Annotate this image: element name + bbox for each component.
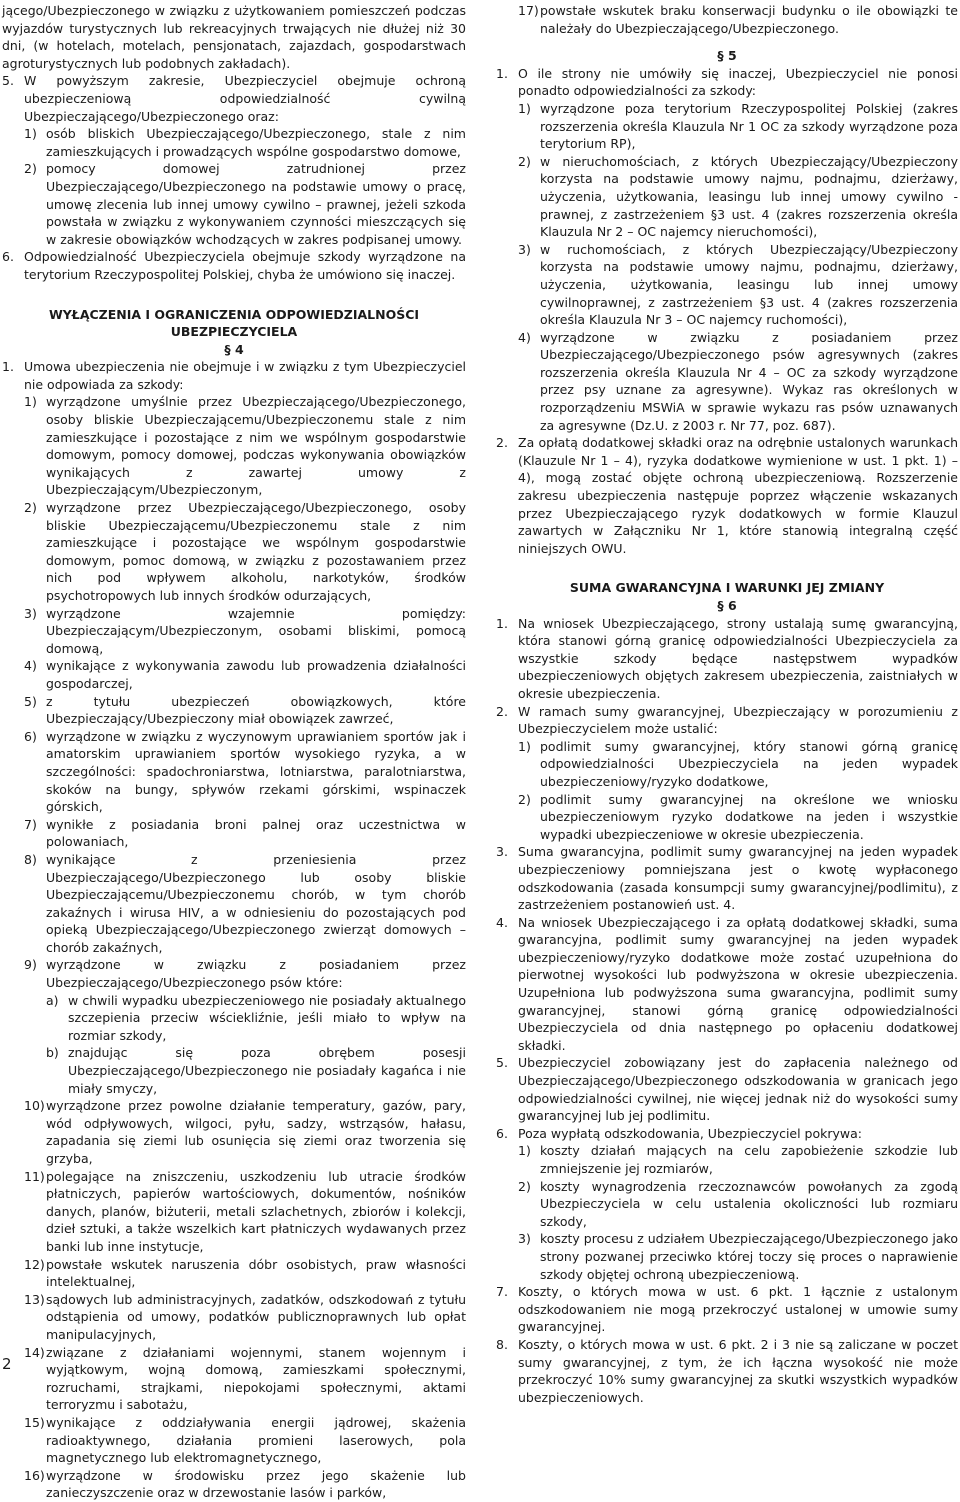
list-item (496, 434, 958, 557)
sub-item (24, 1168, 466, 1256)
list-number: 2. (496, 703, 508, 719)
sub-text: z tytułu ubezpieczeń obowiązkowych, które Ubezpieczający/Ubezpieczony miał obowiązek zawrzeć, (46, 693, 466, 727)
sub-text: wynikłe z posiadania broni palnej oraz uczestnictwa w polowaniach, (46, 816, 466, 850)
sublist (496, 100, 958, 434)
sub-item (518, 2, 958, 37)
sub-text: wyrządzone wzajemnie pomiędzy: Ubezpieczającym/Ubezpieczonym, osobami bliskimi, pomocą domową, (46, 605, 466, 656)
sublist (2, 125, 466, 248)
list-number: 1. (496, 615, 508, 631)
sub-item (518, 153, 958, 241)
sub-item (24, 499, 466, 605)
sub-item (518, 1142, 958, 1177)
sub-number: 9) (24, 957, 37, 973)
paragraph-sign-5: § 5 (717, 48, 737, 64)
list-item (496, 1336, 958, 1406)
list-item-1 (2, 358, 466, 393)
sub-number: 1) (518, 1143, 531, 1159)
list-text: Na wniosek Ubezpieczającego i za opłatą dodatkowej składki, suma gwarancyjna, podlimit sumy gwarancyjnej na jeden wypadek ubezpieczeniowy/ryzyko dodatkowe może zostać uzupełniona do pierwotnej wysokości lub podwyższona w okresie ubezpieczenia. Uzupełniona lub podwyższona suma gwarancyjna, podlimit sumy gwarancyjnej, stanowi górną granicę odpowiedzialności Ubezpieczyciela od dnia następnego po opłaceniu dodatkowej składki. (518, 914, 958, 1053)
sub-sublist (24, 992, 466, 1098)
sub-item (24, 816, 466, 851)
sub-item (24, 393, 466, 499)
sub-text: podlimit sumy gwarancyjnej, który stanowi górną granicę odpowiedzialności Ubezpieczyciela na jeden wypadek ubezpieczeniowy/ryzyko dodatkowe, (540, 738, 958, 789)
sub-number: 11) (24, 1168, 45, 1184)
list-number: 1. (2, 359, 14, 375)
sub-text: wyrządzone przez powolne działanie temperatury, gazów, pary, wód odpływowych, wilgoci, pyłu, sadzy, wstrząsów, hałasu, zapadania się ziemi lub osunięcia się ziemi oraz tworzenia się grzyba, (46, 1098, 466, 1166)
sub-number: 1) (24, 394, 37, 410)
sub-text: pomocy domowej zatrudnionej przez Ubezpieczającego/Ubezpieczonego na podstawie umowy o pracę, umowę zlecenia lub innej umowy cywilno – prawnej, jeżeli szkoda powstała w związku z wykonywaniem czynności mieszczących się w zakresie obowiązków wchodzących w zakres podpisanej umowy. (46, 161, 466, 247)
list-item (496, 703, 958, 738)
sub-item (24, 160, 466, 248)
list-text: Ubezpieczyciel zobowiązany jest do zapłacenia należnego od Ubezpieczającego/Ubezpieczonego odszkodowania w granicach jego odpowiedzialności cywilnej, nie więcej jednak niż do wysokości sumy gwarancyjnej lub jej podlimitu. (518, 1055, 958, 1124)
list-text: Koszty, o których mowa w ust. 6 pkt. 1 łącznie z ustalonym odszkodowaniem nie mogą przekroczyć ustalonej w umowie sumy gwarancyjnej. (518, 1284, 958, 1335)
sub-text: wynikające z przeniesienia przez Ubezpieczającego/Ubezpieczonego lub osoby bliskie Ubezpieczającemu/Ubezpieczonemu chorób, w tym chorób zakaźnych i wirusa HIV, a w odniesieniu do pozostających pod opieką Ubezpieczającego/Ubezpieczonego zwierząt domowych – chorób zakaźnych, (46, 851, 466, 955)
sub-text: w nieruchomościach, z których Ubezpieczający/Ubezpieczony korzysta na podstawie umowy najmu, podnajmu, dzierżawy, użyczenia, użytkowania, leasingu lub innej umowy cywilno - prawnej, z zastrzeżeniem §3 ust. 4 (zakres rozszerzenia określa Klauzula Nr 2 – OC najemcy nieruchomości), (540, 153, 958, 240)
sub-item (518, 329, 958, 435)
sub-item (24, 956, 466, 991)
sub-number: 2) (518, 1178, 531, 1194)
sub-number: 10) (24, 1098, 45, 1114)
sub-text: powstałe wskutek braku konserwacji budynku o ile obowiązki te należały do Ubezpieczającego/Ubezpieczonego. (540, 3, 958, 36)
sub-text: wynikające z oddziaływania energii jądrowej, skażenia radioaktywnego, działania promieni laserowych, pola magnetycznego lub elektromagnetycznego, (46, 1414, 466, 1466)
sub-text: polegające na zniszczeniu, uszkodzeniu lub utracie środków płatniczych, papierów wartościowych, dokumentów, nośników danych, planów, biżuterii, metali szlachetnych, zbiorów i kolekcji, dzieł sztuki, a także wszelkich kart płatniczych wydawanych przez banki lub inne instytucje, (46, 1168, 466, 1254)
paragraph-sign-4: § 4 (224, 341, 244, 357)
list-number: 7. (496, 1284, 508, 1300)
list-item (496, 914, 958, 1055)
sub-text: koszty działań mających na celu zapobieżenie szkodzie lub zmniejszenie jej rozmiarów, (540, 1143, 958, 1176)
sub-number: 15) (24, 1414, 45, 1430)
right-column (496, 2, 958, 1406)
sub-number: 13) (24, 1291, 45, 1307)
paragraph-sign-6: § 6 (717, 598, 737, 613)
list-number: 6. (2, 249, 14, 265)
sub-number: 12) (24, 1256, 45, 1272)
sub-text: sądowych lub administracyjnych, zadatków, odszkodowań z tytułu odstąpienia od umowy, podatków publicznoprawnych lub opłat manipulacyjnych, (46, 1291, 466, 1342)
sub-number: 6) (24, 728, 37, 744)
sub-item (518, 791, 958, 844)
list-number: 5. (496, 1055, 508, 1071)
sub-number: 1) (518, 738, 531, 754)
sub-item (518, 738, 958, 791)
sub-number: 3) (24, 605, 37, 621)
list-item (496, 1283, 958, 1336)
list-number: 8. (496, 1336, 508, 1352)
sub-text: wyrządzone w związku z wyczynowym uprawianiem sportów jak i amatorskim uprawianiem sportów wysokiego ryzyka, a w szczególności: spadochroniarstwa, lotniarstwa, paralotniarstwa, skoków na bungy, spływów rzekami górskimi, wspinaczek górskich, (46, 728, 466, 815)
sub-item (24, 1467, 466, 1502)
list-text: Poza wypłatą odszkodowania, Ubezpieczyciel pokrywa: (518, 1125, 863, 1141)
continued-sublist (496, 2, 958, 37)
list-item (496, 65, 958, 100)
list-text: Za opłatą dodatkowej składki oraz na odrębnie ustalonych warunkach (Klauzule Nr 1 – 4), ryzyka dodatkowe wymienione w ust. 1 pkt. 1) – 4), mogą zostać objęte ochroną ubezpieczeniową. Rozszerzenie zakresu ubezpieczenia następuje poprzez włączenie wskazanych przez Ubezpieczającego ryzyk dodatkowych w formie Klauzul zawartych w Załączniku Nr 1, które stanowią integralną część niniejszych OWU. (518, 435, 958, 556)
sub-item (24, 728, 466, 816)
sub-item (24, 125, 466, 160)
list-text: W ramach sumy gwarancyjnej, Ubezpieczający w porozumieniu z Ubezpieczycielem może ustalić: (518, 703, 958, 737)
sub-text: powstałe wskutek naruszenia dóbr osobistych, praw własności intelektualnej, (46, 1256, 466, 1290)
sub-number: 14) (24, 1344, 45, 1360)
sub-item (518, 1230, 958, 1283)
list-number: 5. (2, 73, 14, 89)
list-item (496, 843, 958, 913)
sub-sub-text: w chwili wypadku ubezpieczeniowego nie posiadały aktualnego szczepienia przeciw wściekliźnie, jeśli miało to wpływ na rozmiar szkody, (68, 992, 466, 1043)
page-number: 2 (2, 1355, 12, 1373)
sub-number: 2) (24, 500, 37, 516)
sub-number: 7) (24, 816, 37, 832)
sub-item (24, 1344, 466, 1414)
sub-text: wyrządzone przez Ubezpieczającego/Ubezpieczonego, osoby bliskie Ubezpieczającemu/Ubezpieczonemu stale z nim zamieszkujące i pozostające we wspólnym gospodarstwie domowym, pomoc domową, w związku z pozostawaniem przez nich pod wpływem alkoholu, narkotyków, środków psychotropowych lub innych środków odurzających, (46, 500, 466, 603)
list-number: 2. (496, 435, 508, 451)
list-item (496, 1054, 958, 1124)
sub-number: 2) (24, 161, 37, 177)
section-title-exclusions: WYŁĄCZENIA I OGRANICZENIA ODPOWIEDZIALNOŚCI UBEZPIECZYCIELA (48, 306, 420, 340)
sub-item (24, 851, 466, 957)
list-number: 4. (496, 914, 508, 930)
sub-text: wyrządzone w środowisku przez jego skażenie lub zanieczyszczenie oraz w drzewostanie lasów i parków, (46, 1467, 466, 1501)
sub-number: 4) (24, 658, 37, 674)
sublist (496, 738, 958, 844)
sub-text: wyrządzone w związku z posiadaniem przez Ubezpieczającego/Ubezpieczonego psów które: (46, 957, 466, 991)
sub-number: 2) (518, 153, 531, 169)
section-title-sum: SUMA GWARANCYJNA I WARUNKI JEJ ZMIANY (569, 580, 885, 596)
sub-text: związane z działaniami wojennymi, stanem wojennym i wyjątkowym, wojną domową, zamieszkami społecznymi, rozruchami, strajkami, niepokojami społecznymi, aktami terroryzmu i sabotażu, (46, 1344, 466, 1413)
intro-paragraph: jącego/Ubezpieczonego w związku z użytkowaniem pomieszczeń podczas wyjazdów turystycznych lub rekreacyjnych trwających nie dłużej niż 30 dni, (w hotelach, motelach, pensjonatach, zajazdach, gospodarstwach agroturystycznych lub podobnych zakładach). (2, 3, 466, 71)
sub-item (518, 1178, 958, 1231)
sub-text: podlimit sumy gwarancyjnej na określone we wniosku ubezpieczeniowym ryzyko dodatkowe na jeden i wszystkie wypadki ubezpieczeniowe w okresie ubezpieczenia. (540, 791, 958, 842)
sub-text: w ruchomościach, z których Ubezpieczający/Ubezpieczony korzysta na podstawie umowy najmu, podnajmu, dzierżawy, użyczenia, użytkowania, leasingu lub innej umowy cywilnoprawnej, z zastrzeżeniem §3 ust. 4 (zakres rozszerzenia określa Klauzula Nr 3 – OC najemcy ruchomości), (540, 241, 958, 328)
list-number: 6. (496, 1125, 508, 1141)
list-text: O ile strony nie umówiły się inaczej, Ubezpieczyciel nie ponosi ponadto odpowiedzialności za szkody: (518, 65, 958, 99)
list-text: Na wniosek Ubezpieczającego, strony ustalają sumę gwarancyjną, która stanowi górną granicę odpowiedzialności Ubezpieczyciela za wszystkie szkody będące następstwem wypadków ubezpieczeniowych objętych zakresem ubezpieczenia, zaistniałych w okresie ubezpieczenia. (518, 615, 958, 701)
sub-text: wynikające z wykonywania zawodu lub prowadzenia działalności gospodarczej, (46, 658, 466, 691)
list-number: 3. (496, 844, 508, 860)
sub-number: 3) (518, 1231, 531, 1247)
sub-item (518, 100, 958, 153)
sub-text: wyrządzone umyślnie przez Ubezpieczającego/Ubezpieczonego, osoby bliskie Ubezpieczającemu/Ubezpieczonemu stale z nim zamieszkujące i pozostające z nim we wspólnym gospodarstwie domowym, pomocy domowej, podczas wykonywania obowiązków wynikających z zawartej umowy z Ubezpieczającym/Ubezpieczonym, (46, 394, 466, 498)
list-number: 1. (496, 65, 508, 81)
sub-sub-letter: b) (46, 1045, 59, 1061)
sub-sub-text: znajdując się poza obrębem posesji Ubezpieczającego/Ubezpieczonego nie posiadały kagańca i nie miały smyczy, (68, 1045, 466, 1096)
left-column (2, 2, 466, 1502)
sub-item (24, 657, 466, 692)
sub-number: 8) (24, 851, 37, 867)
sub-number: 4) (518, 329, 531, 345)
list-text: Suma gwarancyjna, podlimit sumy gwarancyjnej na jeden wypadek ubezpieczeniowy pomniejszana jest o kwotę wypłaconego odszkodowania (zasada konsumpcji sumy gwarancyjnej/podlimitu), z zastrzeżeniem postanowień ust. 4. (518, 844, 958, 913)
sub-item (24, 605, 466, 658)
sub-number: 16) (24, 1467, 45, 1483)
sub-number: 17) (518, 3, 539, 18)
sub-text: wyrządzone w związku z posiadaniem przez Ubezpieczającego/Ubezpieczonego psów agresywnych (zakres rozszerzenia określa Klauzula Nr 4 – OC za szkody wyrządzone przez psy uznane za agresywne). Wykaz ras określonych w rozporządzeniu MSWiA w sprawie wykazu ras psów uznawanych za agresywne (Dz.U. z 2003 r. Nr 77, poz. 687). (540, 329, 958, 433)
sub-number: 5) (24, 693, 37, 709)
sub-sub-item (46, 1044, 466, 1097)
sub-sub-letter: a) (46, 992, 59, 1008)
sub-text: osób bliskich Ubezpieczającego/Ubezpieczonego, stale z nim zamieszkujących i prowadzących wspólne gospodarstwo domowe, (46, 126, 466, 159)
list-item (496, 1125, 958, 1143)
sub-number: 1) (518, 100, 531, 116)
list-text: W powyższym zakresie, Ubezpieczyciel obejmuje ochroną ubezpieczeniową odpowiedzialność cywilną Ubezpieczającego/Ubezpieczonego oraz: (24, 73, 466, 124)
sub-item (24, 1414, 466, 1467)
sub-item (518, 241, 958, 329)
list-text: Odpowiedzialność Ubezpieczyciela obejmuje szkody wyrządzone na terytorium Rzeczypospolitej Polskiej, chyba że umówiono się inaczej. (24, 249, 466, 282)
list-item (496, 615, 958, 703)
list-text: Koszty, o których mowa w ust. 6 pkt. 2 i 3 nie są zaliczane w poczet sumy gwarancyjnej, z tym, że ich łączna wysokość nie może przekroczyć 10% sumy gwarancyjnej za skutki wszystkich wypadków ubezpieczeniowych. (518, 1336, 958, 1405)
list-item-6 (2, 248, 466, 283)
sub-number: 3) (518, 241, 531, 257)
sub-sub-item (46, 992, 466, 1045)
sub-item (24, 1291, 466, 1344)
list-text: Umowa ubezpieczenia nie obejmuje i w związku z tym Ubezpieczyciel nie odpowiada za szkody: (24, 359, 466, 392)
sub-text: wyrządzone poza terytorium Rzeczypospolitej Polskiej (zakres rozszerzenia określa Klauzula Nr 1 OC za szkody wyrządzone poza terytorium RP), (540, 100, 958, 152)
sub-item (24, 1097, 466, 1167)
list-item-5 (2, 72, 466, 125)
sub-number: 2) (518, 791, 531, 807)
exclusions-sublist (2, 393, 466, 1501)
sub-text: koszty wynagrodzenia rzeczoznawców powołanych za zgodą Ubezpieczyciela w celu ustalenia okoliczności lub rozmiaru szkody, (540, 1178, 958, 1229)
sub-text: koszty procesu z udziałem Ubezpieczającego/Ubezpieczonego jako strony pozwanej przeciwko której toczy się proces o naprawienie szkody objętej ochroną ubezpieczeniową. (540, 1231, 958, 1282)
sub-item (24, 693, 466, 728)
sublist (496, 1142, 958, 1283)
sub-number: 1) (24, 126, 37, 142)
sub-item (24, 1256, 466, 1291)
